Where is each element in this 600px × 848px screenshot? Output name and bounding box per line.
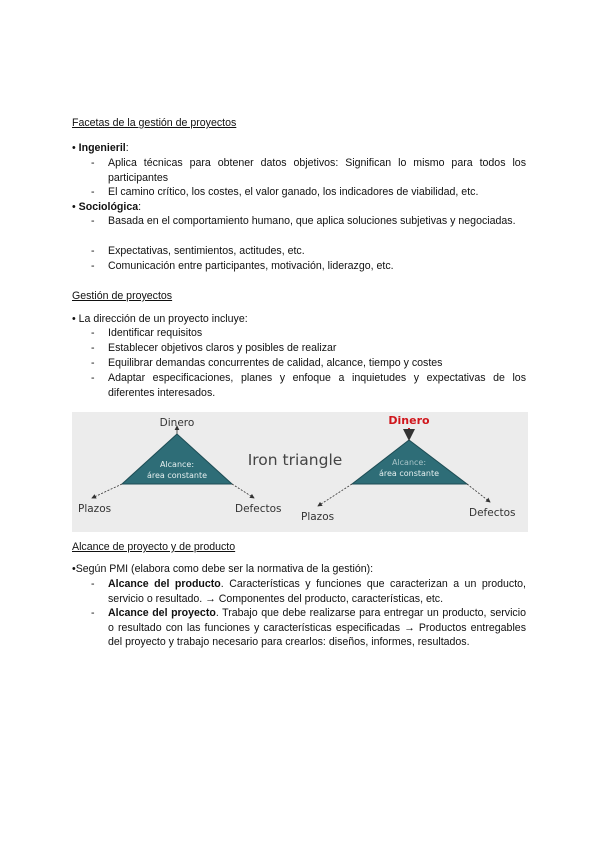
list-item bbox=[108, 606, 526, 650]
section2-intro: • La dirección de un proyecto incluye: bbox=[72, 313, 248, 325]
item-text: . Características y funciones que caracterizan a un producto, servicio o resultado. → Componentes del producto, características, etc. bbox=[108, 578, 526, 605]
bullet-ingenieril-label: Ingenieril bbox=[78, 142, 126, 154]
iron-triangle-svg bbox=[72, 412, 528, 532]
right-label-bl: Plazos bbox=[301, 511, 335, 523]
right-label-br: Defectos bbox=[469, 507, 516, 519]
list-item: Identificar requisitos bbox=[108, 327, 203, 339]
dash: - bbox=[91, 215, 95, 227]
right-label-top: Dinero bbox=[388, 414, 430, 427]
dash: - bbox=[91, 372, 95, 384]
right-arrow-br bbox=[467, 484, 490, 502]
right-label-center1: Alcance: bbox=[391, 458, 427, 467]
section-heading-gestion: Gestión de proyectos bbox=[72, 290, 173, 302]
list-item: Aplica técnicas para obtener datos objetivos: Significan lo mismo para todos los participantes bbox=[108, 157, 526, 184]
list-item: Expectativas, sentimientos, actitudes, etc. bbox=[108, 245, 305, 257]
dash: - bbox=[91, 245, 95, 257]
dash: - bbox=[91, 578, 95, 590]
item-label: Alcance del proyecto bbox=[108, 607, 216, 619]
left-arrow-br bbox=[232, 484, 254, 498]
left-label-top: Dinero bbox=[159, 417, 195, 429]
bullet-ingenieril: • Ingenieril: bbox=[72, 142, 129, 154]
section3-intro: •Según PMI (elabora como debe ser la normativa de la gestión): bbox=[72, 563, 374, 575]
list-item bbox=[108, 577, 526, 606]
figure-title: Iron triangle bbox=[247, 451, 343, 469]
left-label-bl: Plazos bbox=[78, 503, 112, 515]
list-item: Adaptar especificaciones, planes y enfoque a inquietudes y expectativas de los diferentes interesados. bbox=[108, 372, 526, 399]
list-item: Comunicación entre participantes, motivación, liderazgo, etc. bbox=[108, 260, 394, 272]
left-arrow-bl bbox=[92, 484, 122, 498]
iron-triangle-figure bbox=[72, 412, 528, 532]
item-label: Alcance del producto bbox=[108, 578, 221, 590]
bullet-sociologica: • Sociológica: bbox=[72, 201, 142, 213]
list-item: Basada en el comportamiento humano, que aplica soluciones subjetivas y negociadas. bbox=[108, 215, 516, 227]
right-arrow-bl bbox=[318, 484, 352, 506]
right-label-center2: área constante bbox=[378, 469, 440, 478]
dash: - bbox=[91, 186, 95, 198]
dash: - bbox=[91, 157, 95, 169]
dash: - bbox=[91, 607, 95, 619]
section-heading-facetas: Facetas de la gestión de proyectos bbox=[72, 117, 237, 129]
dash: - bbox=[91, 342, 95, 354]
list-item: Equilibrar demandas concurrentes de calidad, alcance, tiempo y costes bbox=[108, 357, 443, 369]
list-item: El camino crítico, los costes, el valor ganado, los indicadores de viabilidad, etc. bbox=[108, 186, 479, 198]
item-text: . Trabajo que debe realizarse para entregar un producto, servicio o resultado con las funciones y características especificadas → Productos entregables del proyecto y trabajo necesario para crearlos: diseños, informes, resultados. bbox=[108, 607, 526, 649]
dash: - bbox=[91, 357, 95, 369]
list-item: Establecer objetivos claros y posibles de realizar bbox=[108, 342, 337, 354]
left-label-center2: área constante bbox=[146, 471, 208, 480]
left-label-center1: Alcance: bbox=[159, 460, 195, 469]
dash: - bbox=[91, 260, 95, 272]
section-heading-alcance: Alcance de proyecto y de producto bbox=[72, 541, 236, 553]
dash: - bbox=[91, 327, 95, 339]
bullet-sociologica-label: Sociológica bbox=[78, 201, 139, 213]
left-label-br: Defectos bbox=[235, 503, 282, 515]
